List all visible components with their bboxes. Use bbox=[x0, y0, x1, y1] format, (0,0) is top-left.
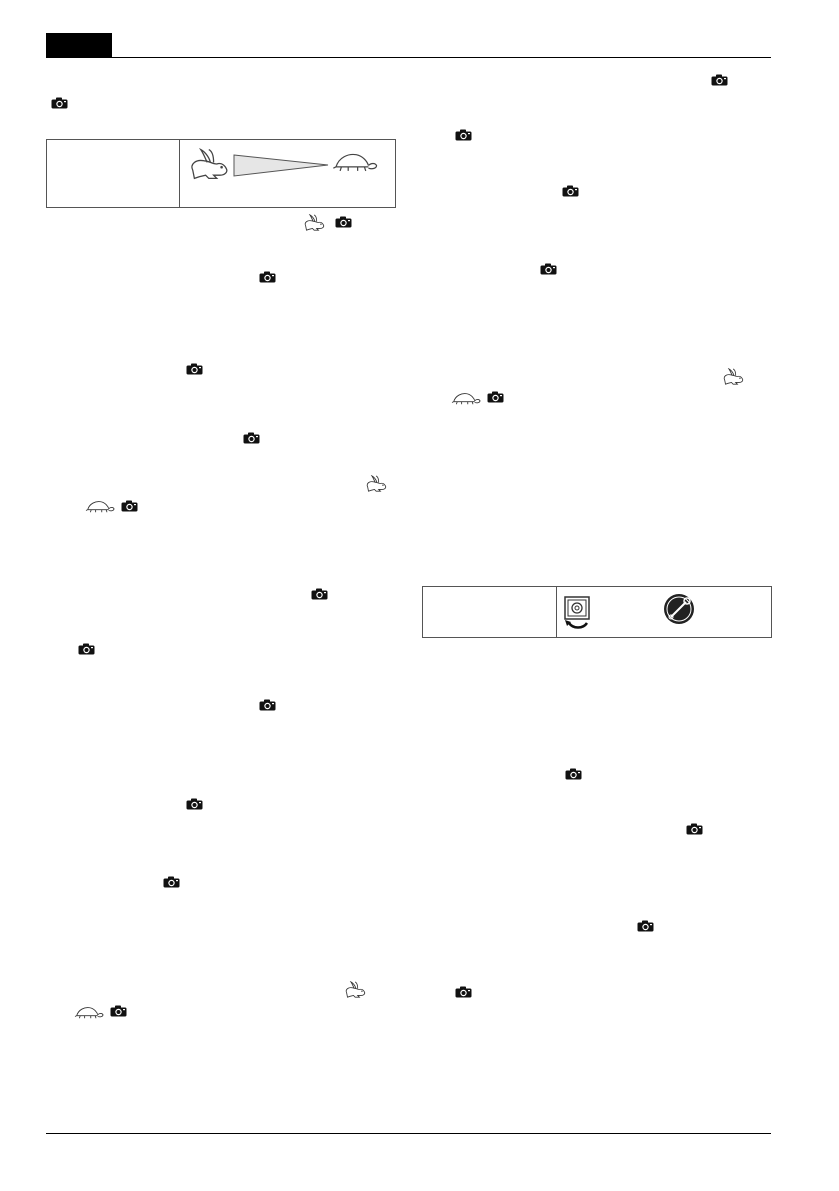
turtle-slow-icon bbox=[83, 500, 117, 514]
camera-icon bbox=[121, 500, 138, 512]
speed-table-label-cell bbox=[47, 140, 179, 207]
camera-icon bbox=[487, 391, 504, 403]
rabbit-fast-icon bbox=[344, 981, 368, 998]
speed-table-visual-cell bbox=[180, 140, 395, 207]
speed-range-table bbox=[46, 139, 396, 208]
service-table-label-cell bbox=[423, 587, 556, 637]
speed-range-graphic bbox=[180, 140, 397, 207]
camera-icon bbox=[711, 74, 728, 86]
camera-icon bbox=[565, 768, 582, 780]
camera-icon bbox=[311, 588, 328, 600]
speed-wedge bbox=[234, 155, 328, 176]
service-icons-table bbox=[422, 586, 772, 638]
camera-icon bbox=[51, 97, 68, 109]
turtle-slow-icon bbox=[333, 154, 376, 170]
wrench-service-icon bbox=[664, 594, 694, 624]
rabbit-fast-icon bbox=[722, 368, 746, 385]
camera-icon bbox=[186, 363, 203, 375]
camera-icon bbox=[259, 271, 276, 283]
camera-icon bbox=[540, 263, 557, 275]
camera-icon bbox=[78, 643, 95, 655]
header-black-band bbox=[46, 33, 112, 58]
rabbit-fast-icon bbox=[192, 150, 227, 179]
turtle-slow-icon bbox=[449, 392, 483, 406]
service-icons-graphic bbox=[557, 587, 772, 637]
footer-rule bbox=[46, 1133, 771, 1134]
camera-icon bbox=[243, 432, 260, 444]
camera-icon bbox=[455, 129, 472, 141]
camera-icon bbox=[186, 798, 203, 810]
settings-rotate-icon bbox=[565, 597, 589, 628]
service-table-visual-cell bbox=[557, 587, 771, 637]
camera-icon bbox=[637, 920, 654, 932]
rabbit-fast-icon bbox=[303, 214, 327, 231]
turtle-slow-icon bbox=[72, 1006, 106, 1020]
rabbit-fast-icon bbox=[365, 475, 389, 492]
camera-icon bbox=[686, 823, 703, 835]
camera-icon bbox=[259, 699, 276, 711]
camera-icon bbox=[562, 185, 579, 197]
camera-icon bbox=[110, 1005, 127, 1017]
camera-icon bbox=[455, 986, 472, 998]
header-rule bbox=[46, 57, 771, 58]
camera-icon bbox=[335, 216, 352, 228]
camera-icon bbox=[163, 876, 180, 888]
